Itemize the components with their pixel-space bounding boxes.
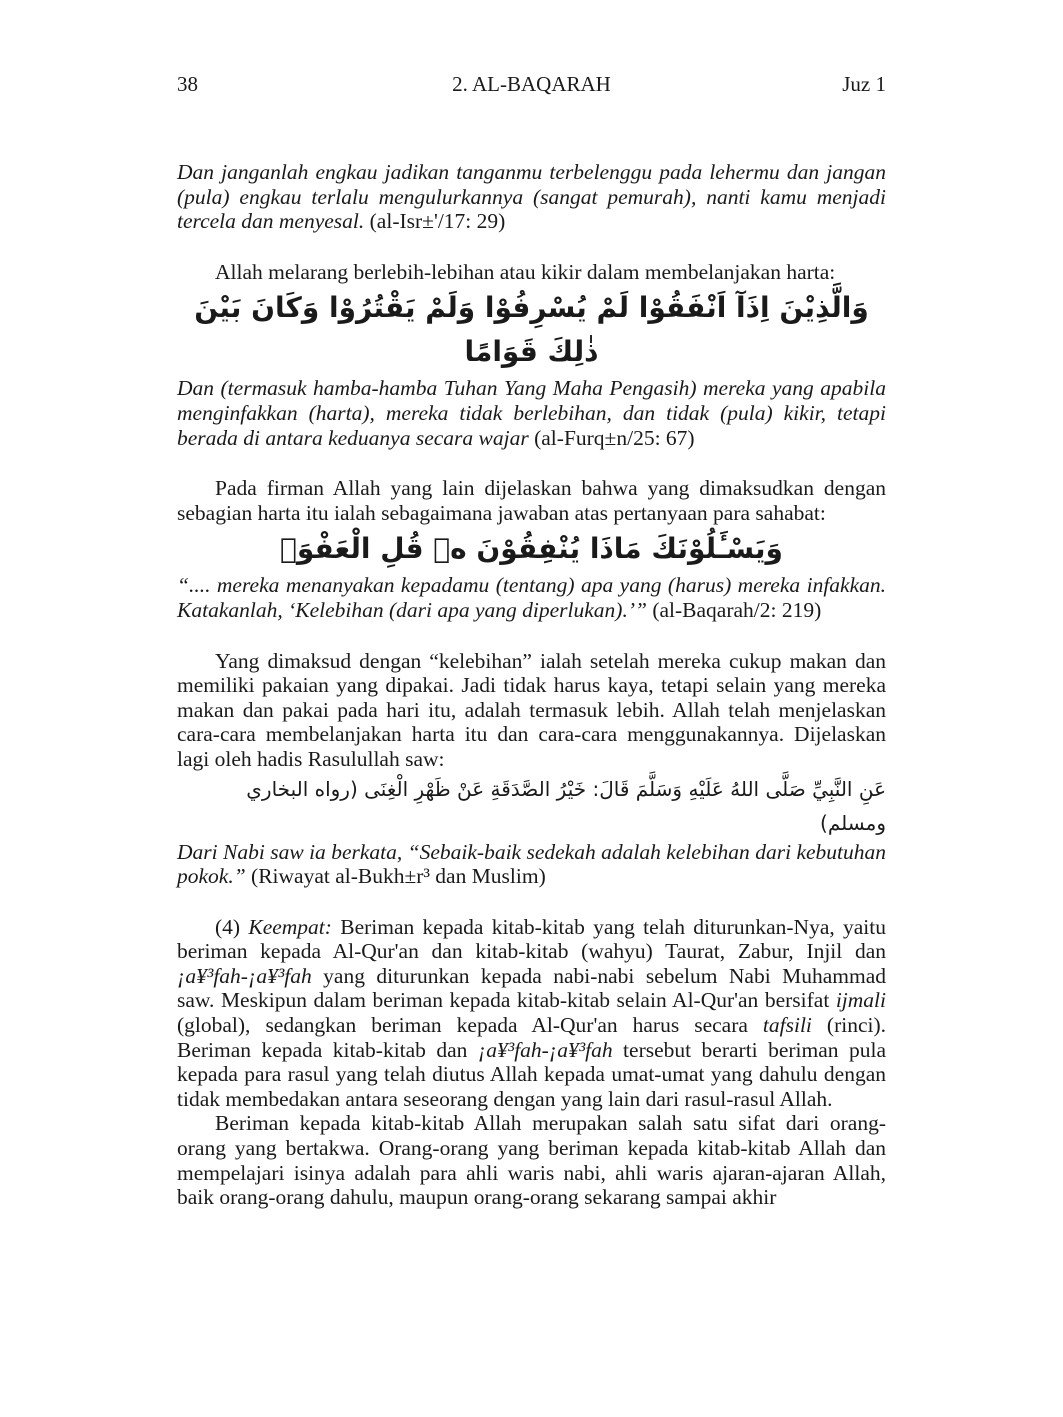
running-header — [177, 72, 886, 100]
text-run: yang diturunkan kepada nabi-nabi sebelum Nabi Muhammad saw. Meskipun dalam beriman kepada kitab-kitab selain Al-Qur'an bersifat — [177, 963, 886, 1013]
italic-term: ijmali — [835, 988, 886, 1013]
italic-term: ¡a¥³fah-¡a¥³fah — [177, 963, 312, 988]
list-number: (4) — [215, 914, 249, 939]
intro-paragraph: Pada firman Allah yang lain dijelaskan bahwa yang dimaksudkan dengan sebagian harta itu ialah sebagaimana jawaban atas pertanyaan para sahabat: — [177, 476, 886, 525]
translation-baqarah — [177, 573, 886, 622]
arabic-hadith: عَنِ النَّبِيِّ صَلَّى اللهُ عَلَيْهِ وَسَلَّمَ قَالَ: خَيْرُ الصَّدَقَةِ عَنْ ظَهْرِ الْغِنَى (رواه البخاري ومسلم) — [246, 776, 886, 835]
hadith-reference: (Riwayat al-Bukh±r³ dan Muslim) — [245, 864, 546, 889]
text-run: Beriman kepada kitab-kitab yang telah diturunkan-Nya, yaitu beriman kepada Al-Qur'an dan kitab-kitab (wahyu) Taurat, Zabur, Injil dan — [177, 914, 886, 964]
body-paragraph: Beriman kepada kitab-kitab Allah merupakan salah satu sifat dari orang-orang yang bertakwa. Orang-orang yang beriman kepada kitab-kitab Allah dan mempelajari isinya adalah para ahli waris nabi, ahli waris ajaran-ajaran Allah, baik orang-orang dahulu, maupun orang-orang sekarang sampai akhir — [177, 1111, 886, 1210]
text-run: tersebut berarti beriman pula kepada para rasul yang telah diutus Allah kepada umat-umat yang dahulu dengan tidak membedakan antara seseorang dengan yang lain dari rasul-rasul Allah. — [177, 1037, 887, 1111]
intro-paragraph: Allah melarang berlebih-lebihan atau kikir dalam membelanjakan harta: — [215, 259, 836, 284]
text-run: (global), sedangkan beriman kepada Al-Qur'an harus secara — [177, 1013, 763, 1038]
list-label: Keempat: — [248, 914, 332, 939]
translation-text: Dan (termasuk hamba-hamba Tuhan Yang Maha Pengasih) mereka yang apabila menginfakkan (harta), mereka tidak berlebihan, dan tidak (pula) kikir, tetapi berada di antara keduanya secara wajar — [177, 376, 886, 450]
italic-term: ¡a¥³fah-¡a¥³fah — [477, 1037, 613, 1062]
translation-hadith — [177, 840, 886, 889]
body-paragraph-fourth — [177, 915, 886, 1112]
arabic-verse-baqarah: وَيَسْـَٔلُوْنَكَ مَاذَا يُنْفِقُوْنَ ەۗ قُلِ الْعَفْوَۗ — [280, 532, 783, 566]
arabic-verse-furqan: وَالَّذِيْنَ اِذَآ اَنْفَقُوْا لَمْ يُسْرِفُوْا وَلَمْ يَقْتُرُوْا وَكَانَ بَيْنَ ذٰلِكَ قَوَامًا — [194, 291, 869, 369]
body-paragraph: Yang dimaksud dengan “kelebihan” ialah setelah mereka cukup makan dan memiliki pakaian yang dipakai. Jadi tidak harus kaya, tetapi selain yang mereka makan dan pakai pada hari itu, adalah termasuk lebih. Allah telah menjelaskan cara-cara membelanjakan harta itu dan cara-cara menggunakannya. Dijelaskan lagi oleh hadis Rasulullah saw: — [177, 648, 886, 771]
translation-furqan — [177, 376, 886, 450]
chapter-title: 2. AL-BAQARAH — [452, 72, 611, 96]
juz-label: Juz 1 — [842, 72, 886, 96]
translation-text: Dan janganlah engkau jadikan tanganmu terbelenggu pada lehermu dan jangan (pula) engkau terlalu mengulurkannya (sangat pemurah), nanti kamu menjadi tercela dan menyesal. — [177, 160, 886, 234]
translation-text: Dari Nabi saw ia berkata, “Sebaik-baik sedekah adalah kelebihan dari kebutuhan pokok.” — [177, 839, 886, 889]
page-body — [177, 160, 886, 1210]
verse-reference: (al-Isr±'/17: 29) — [364, 209, 506, 234]
translation-isra — [177, 160, 886, 234]
italic-term: tafsili — [762, 1013, 812, 1038]
verse-reference: (al-Baqarah/2: 219) — [652, 597, 822, 622]
verse-reference: (al-Furq±n/25: 67) — [534, 425, 695, 450]
text-run: (rinci). Beriman kepada kitab-kitab dan — [177, 1013, 887, 1062]
translation-text: “.... mereka menanyakan kepadamu (tentang) apa yang (harus) mereka infakkan. Katakanlah, ‘Kelebihan (dari apa yang diperlukan).’” — [177, 573, 886, 622]
page-number: 38 — [177, 72, 198, 96]
